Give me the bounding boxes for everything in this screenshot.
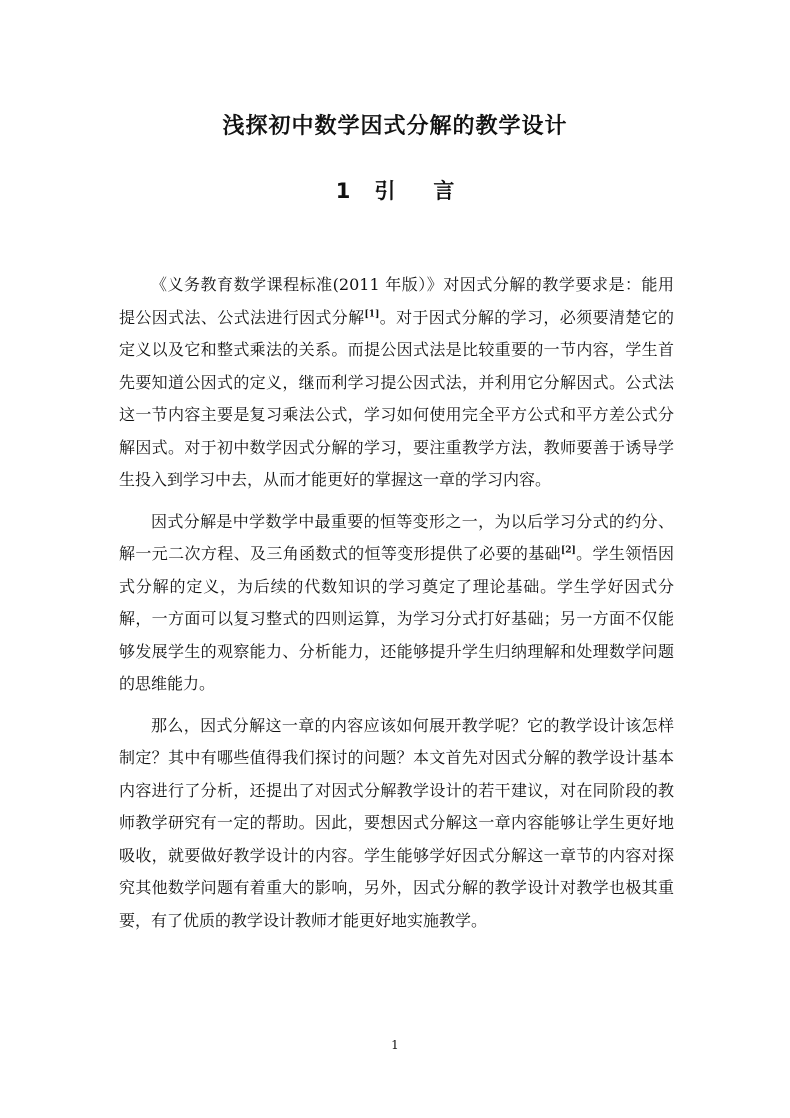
page-number: 1 [391, 1038, 399, 1052]
body-text [119, 269, 674, 946]
section-title-char-1: 引 [374, 179, 396, 203]
paragraph-1-text-a: 《义务教育数学课程标准(2011 年版）》对因式分解的教学要求是：能用提公因式法、公式法进行因式分解 [119, 275, 674, 327]
paragraph-2 [119, 506, 674, 701]
section-title-char-2: 言 [433, 179, 455, 203]
paragraph-2-text-a: 因式分解是中学数学中最重要的恒等变形之一，为以后学习分式的约分、解一元二次方程、及三角函数式的恒等变形提供了必要的基础 [119, 511, 674, 563]
citation-ref-1: [1] [364, 309, 380, 320]
paragraph-1 [119, 269, 674, 497]
paragraph-3: 那么，因式分解这一章的内容应该如何展开教学呢？它的教学设计该怎样制定？其中有哪些值得我们探讨的问题？本文首先对因式分解的教学设计基本内容进行了分析，还提出了对因式分解教学设计的若干建议，对在同阶段的教师教学研究有一定的帮助。因此，要想因式分解这一章内容能够让学生更好地吸收，就要做好教学设计的内容。学生能够学好因式分解这一章节的内容对探究其他数学问题有着重大的影响，另外，因式分解的教学设计对教学也极其重要，有了优质的教学设计教师才能更好地实施教学。 [119, 715, 674, 930]
paragraph-1-text-b: 。对于因式分解的学习，必须要清楚它的定义以及它和整式乘法的关系。而提公因式法是比较重要的一节内容，学生首先要知道公因式的定义，继而利学习提公因式法，并利用它分解因式。公式法这一节内容主要是复习乘法公式，学习如何使用完全平方公式和平方差公式分解因式。对于初中数学因式分解的学习，要注重教学方法，教师要善于诱导学生投入到学习中去，从而才能更好的掌握这一章的学习内容。 [119, 307, 674, 489]
paragraph-2-text-b: 。学生领悟因式分解的定义，为后续的代数知识的学习奠定了理论基础。学生学好因式分解，一方面可以复习整式的四则运算，为学习分式打好基础；另一方面不仅能够发展学生的观察能力、分析能力，还能够提升学生归纳理解和处理数学问题的思维能力。 [119, 544, 674, 693]
document-title: 浅探初中数学因式分解的教学设计 [222, 114, 568, 139]
citation-ref-2: [2] [560, 545, 576, 556]
section-number: 1 [335, 179, 351, 203]
section-heading [0, 176, 790, 206]
